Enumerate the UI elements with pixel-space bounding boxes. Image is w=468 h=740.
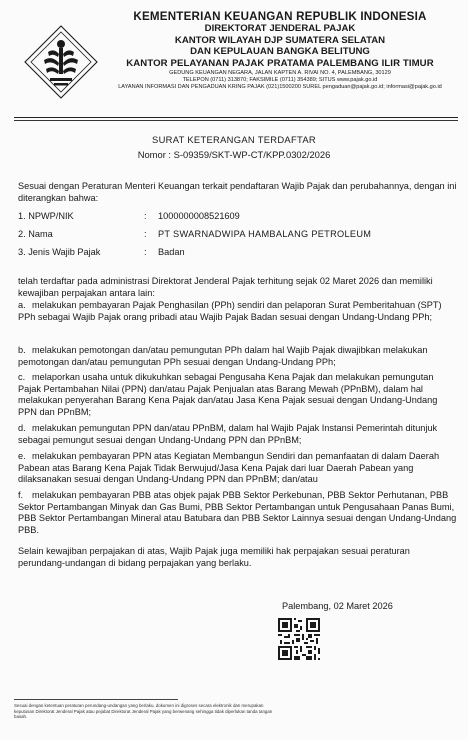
place-date: Palembang, 02 Maret 2026	[282, 601, 393, 611]
field-label: 2. Nama	[18, 229, 53, 239]
field-label: 3. Jenis Wajib Pajak	[18, 247, 101, 257]
letterhead-regional-office: KANTOR WILAYAH DJP SUMATERA SELATAN	[174, 34, 386, 46]
letterhead-ministry: KEMENTERIAN KEUANGAN REPUBLIK INDONESIA	[133, 10, 427, 23]
obligation-text: melakukan pemungutan PPN dan/atau PPnBM, dalam hal Wajib Pajak Instansi Pemerintah ditunjuk sebagai pemungut sesuai dengan Undang-Undang PPN dan PPnBM;	[18, 423, 438, 445]
letterhead-tax-office: KANTOR PELAYANAN PAJAK PRATAMA PALEMBANG ILIR TIMUR	[126, 57, 434, 69]
footnote: Sesuai dengan ketentuan peraturan perundang-undangan yang berlaku, dokumen ini digroses secara elektronik dan merupakan keputusan Direktorat Jenderal Pajak atau pejabat Direktorat Jenderal Pajak yang berwenang sehingga tidak diperlukan tanda tangan basah.	[14, 703, 273, 720]
letterhead-directorate: DIREKTORAT JENDERAL PAJAK	[204, 23, 356, 34]
obligation-item	[18, 372, 458, 418]
obligation-item	[18, 490, 458, 536]
letterhead-phone: TELEPON (0711) 313870; FAKSIMILE (0711) 354389; SITUS www.pajak.go.id	[182, 76, 378, 83]
field-colon: :	[144, 247, 147, 257]
field-label: 1. NPWP/NIK	[18, 211, 74, 221]
obligation-marker: f.	[18, 490, 24, 500]
letterhead-rule-thin	[14, 120, 458, 121]
obligation-text: melakukan pembayaran PPN atas Kegiatan Membangun Sendiri dan pemanfaatan di dalam Daerah Pabean atas Barang Kena Pajak Tidak Berwujud/Jasa Kena Pajak dari luar Daerah Pabean yang dilaksanakan sesuai dengan Undang-Undang PPN dan PPnBM; dan/atau	[18, 451, 440, 485]
intro-paragraph: Sesuai dengan Peraturan Menteri Keuangan terkait pendaftaran Wajib Pajak dan perubahannya, dengan ini diterangkan bahwa:	[18, 181, 457, 203]
field-value: PT SWARNADWIPA HAMBALANG PETROLEUM	[158, 229, 372, 239]
letterhead-rule-thick	[14, 117, 458, 118]
obligation-item	[18, 451, 458, 486]
document-title: SURAT KETERANGAN TERDAFTAR	[152, 134, 316, 145]
qr-code-icon	[278, 618, 320, 660]
letterhead	[104, 10, 456, 91]
letterhead-address: GEDUNG KEUANGAN NEGARA, JALAN KAPTEN A. RIVAI NO. 4, PALEMBANG, 30129	[169, 69, 391, 76]
footnote-separator	[14, 699, 178, 700]
obligation-item	[18, 345, 458, 368]
field-value: Badan	[158, 247, 185, 257]
obligation-marker: b.	[18, 345, 26, 355]
document-number: Nomor : S-09359/SKT-WP-CT/KPP.0302/2026	[137, 149, 331, 160]
ministry-of-finance-emblem-icon	[20, 22, 102, 102]
letterhead-info: LAYANAN INFORMASI DAN PENGADUAN KRING PAJAK (021)1500200 SUREL pengaduan@pajak.go.id; informasi@pajak.go.id	[118, 83, 442, 90]
field-colon: :	[144, 229, 147, 239]
obligation-item	[18, 423, 458, 446]
obligation-text: melaporkan usaha untuk dikukuhkan sebagai Pengusaha Kena Pajak dan melakukan pemungutan Pajak Pertambahan Nilai (PPN) dan/atau Pajak Penjualan atas Barang Mewah (PPnBM), dalam hal melakukan penyerahan Barang Kena Pajak dan/atau Jasa Kena Pajak sesuai dengan Undang-Undang PPN dan PPnBM;	[18, 372, 438, 417]
obligation-marker: d.	[18, 423, 26, 433]
obligation-marker: e.	[18, 451, 26, 461]
obligation-item	[18, 300, 458, 323]
obligation-text: melakukan pembayaran Pajak Penghasilan (PPh) sendiri dan pelaporan Surat Pemberitahuan (SPT) PPh sebagai Wajib Pajak orang pribadi atau Wajib Pajak Badan sesuai dengan Undang-Undang PPh;	[18, 300, 442, 322]
closing-paragraph: Selain kewajiban perpajakan di atas, Wajib Pajak juga memiliki hak perpajakan sesuai peraturan perundang-undangan di bidang perpajakan yang berlaku.	[18, 546, 410, 568]
field-value: 1000000008521609	[158, 211, 240, 221]
obligation-text: melakukan pembayaran PBB atas objek pajak PBB Sektor Perkebunan, PBB Sektor Perhutanan, PBB Sektor Pertambangan Minyak dan Gas Bumi, PBB Sektor Pertambangan untuk Pengusahaan Panas Bumi, PBB Sektor Pertambangan Mineral atau Batubara dan PBB Sektor Lainnya sesuai dengan Undang-Undang PBB.	[18, 490, 457, 535]
obligation-marker: a.	[18, 300, 26, 310]
field-colon: :	[144, 211, 147, 221]
obligation-text: melakukan pemotongan dan/atau pemungutan PPh dalam hal Wajib Pajak diwajibkan melakukan pemotongan dan/atau pemungutan PPh sesuai dengan Undang-Undang PPh;	[18, 345, 428, 367]
obligation-marker: c.	[18, 372, 26, 382]
letterhead-regional-office-cont: DAN KEPULAUAN BANGKA BELITUNG	[190, 46, 370, 57]
registration-paragraph: telah terdaftar pada administrasi Direktorat Jenderal Pajak terhitung sejak 02 Maret 2026 dan memiliki kewajiban perpajakan antara lain:	[18, 276, 433, 298]
